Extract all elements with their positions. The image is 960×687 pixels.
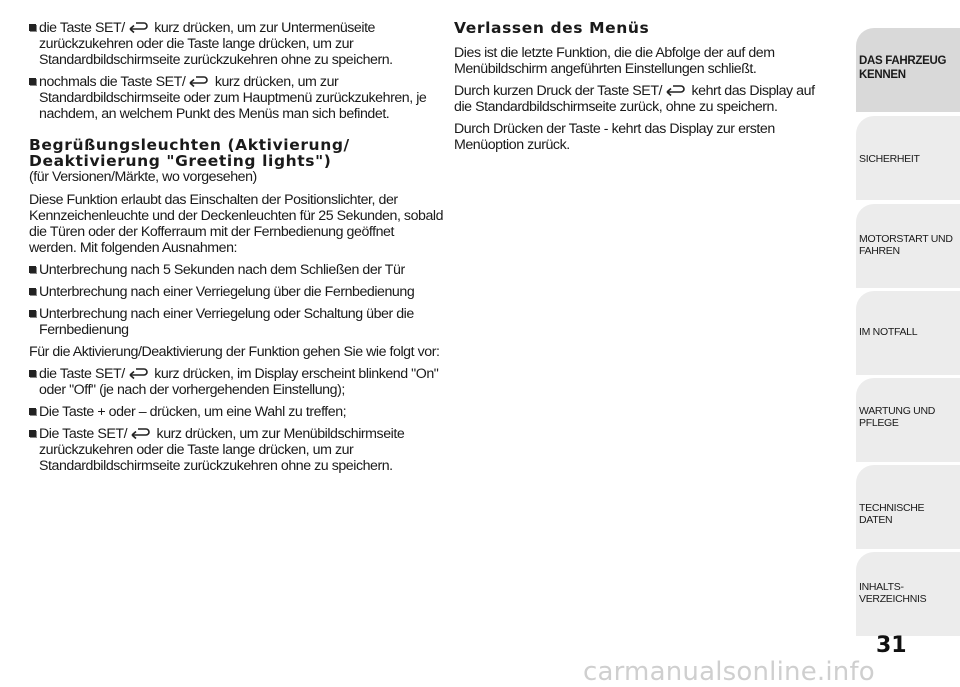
left-column <box>29 20 444 480</box>
page-number: 31 <box>876 633 907 658</box>
chapter-sidebar <box>856 0 960 640</box>
tab-label: DAS FAHRZEUG KENNEN <box>859 55 947 81</box>
return-arrow-icon <box>129 428 151 440</box>
list-item <box>29 426 444 474</box>
item-text: Unterbrechung nach 5 Sekunden nach dem Schließen der Tür <box>39 262 405 278</box>
tab-motorstart-und-fahren[interactable] <box>856 204 960 288</box>
paragraph: Durch Drücken der Taste - kehrt das Display zur ersten Menüoption zurück. <box>454 121 775 153</box>
paragraph: Dies ist die letzte Funktion, die die Abfolge der auf dem Menübildschirm angeführten Einstellungen schließt. <box>454 45 775 77</box>
section-heading: Begrüßungsleuchten (Aktivierung/ Deaktivierung "Greeting lights") <box>29 136 350 170</box>
list-item <box>29 284 444 300</box>
item-text-end: kurz drücken, um zur Untermenüseite zurückzukehren oder die Taste lange drücken, um zur Standardbildschirmseite zurückzukehren ohne zu speichern. <box>39 20 393 68</box>
item-text: Die Taste + oder – drücken, um eine Wahl zu treffen; <box>39 404 347 420</box>
tab-label: IM NOTFALL <box>859 326 918 338</box>
section-heading: Verlassen des Menüs <box>454 19 650 37</box>
checkbox-bullet-icon <box>29 288 36 295</box>
item-text: Unterbrechung nach einer Verriegelung über die Fernbedienung <box>39 284 415 300</box>
list-item <box>29 366 444 398</box>
paragraph-end: kehrt das Display auf die Standardbildschirmseite zurück, ohne zu speichern. <box>454 83 815 115</box>
tab-technische-daten[interactable] <box>856 465 960 549</box>
paragraph: Diese Funktion erlaubt das Einschalten der Positionslichter, der Kennzeichenleuchte und der Deckenleuchten für 25 Sekunden, sobald die Türen oder der Kofferraum mit der Fernbedienung geöffnet werden. Mit folgenden Ausnahmen: <box>29 192 444 256</box>
right-column <box>454 20 829 159</box>
item-text-end: kurz drücken, um zur Standardbildschirmseite oder zum Hauptmenü zurückzukehren, je nachdem, an welchem Punkt des Menüs man sich befindet. <box>39 74 427 122</box>
checkbox-bullet-icon <box>29 370 36 377</box>
tab-das-fahrzeug-kennen[interactable] <box>856 28 960 112</box>
tab-label: WARTUNG UND PFLEGE <box>859 405 936 429</box>
checkbox-bullet-icon <box>29 430 36 437</box>
checkbox-bullet-icon <box>29 408 36 415</box>
item-text-start: die Taste SET/ <box>39 20 125 36</box>
watermark-text: carmanualsonline.info <box>583 657 875 687</box>
return-arrow-icon <box>127 368 149 380</box>
item-text-start: Die Taste SET/ <box>39 426 128 442</box>
return-arrow-icon <box>187 76 209 88</box>
list-item <box>29 404 444 420</box>
checkbox-bullet-icon <box>29 24 36 31</box>
tab-wartung-und-pflege[interactable] <box>856 378 960 462</box>
return-arrow-icon <box>127 22 149 34</box>
item-text-start: nochmals die Taste SET/ <box>39 74 186 90</box>
checkbox-bullet-icon <box>29 266 36 273</box>
list-item <box>29 306 444 338</box>
paragraph-start: Durch kurzen Druck der Taste SET/ <box>454 83 663 99</box>
item-text-start: die Taste SET/ <box>39 366 125 382</box>
tab-label: SICHERHEIT <box>859 153 920 165</box>
tab-label: MOTORSTART UND FAHREN <box>859 233 953 257</box>
list-item <box>29 20 444 68</box>
tab-im-notfall[interactable] <box>856 291 960 375</box>
tab-sicherheit[interactable] <box>856 116 960 200</box>
item-text: Unterbrechung nach einer Verriegelung oder Schaltung über die Fernbedienung <box>39 306 414 338</box>
tab-label: TECHNISCHE DATEN <box>859 502 925 526</box>
section-subheading: (für Versionen/Märkte, wo vorgesehen) <box>29 169 257 185</box>
list-item <box>29 262 444 278</box>
item-text-end: kurz drücken, um zur Menübildschirmseite zurückzukehren oder die Taste lange drücken, um zur Standardbildschirmseite zurückzukehren ohne zu speichern. <box>39 426 405 474</box>
paragraph: Für die Aktivierung/Deaktivierung der Funktion gehen Sie wie folgt vor: <box>29 344 440 360</box>
paragraph <box>454 83 829 115</box>
return-arrow-icon <box>664 85 686 97</box>
list-item <box>29 74 444 122</box>
checkbox-bullet-icon <box>29 78 36 85</box>
checkbox-bullet-icon <box>29 310 36 317</box>
tab-inhaltsverzeichnis[interactable] <box>856 552 960 636</box>
tab-label: INHALTS- VERZEICHNIS <box>859 581 927 605</box>
item-text-end: kurz drücken, im Display erscheint blinkend "On" oder "Off" (je nach der vorhergehenden Einstellung); <box>39 366 439 398</box>
